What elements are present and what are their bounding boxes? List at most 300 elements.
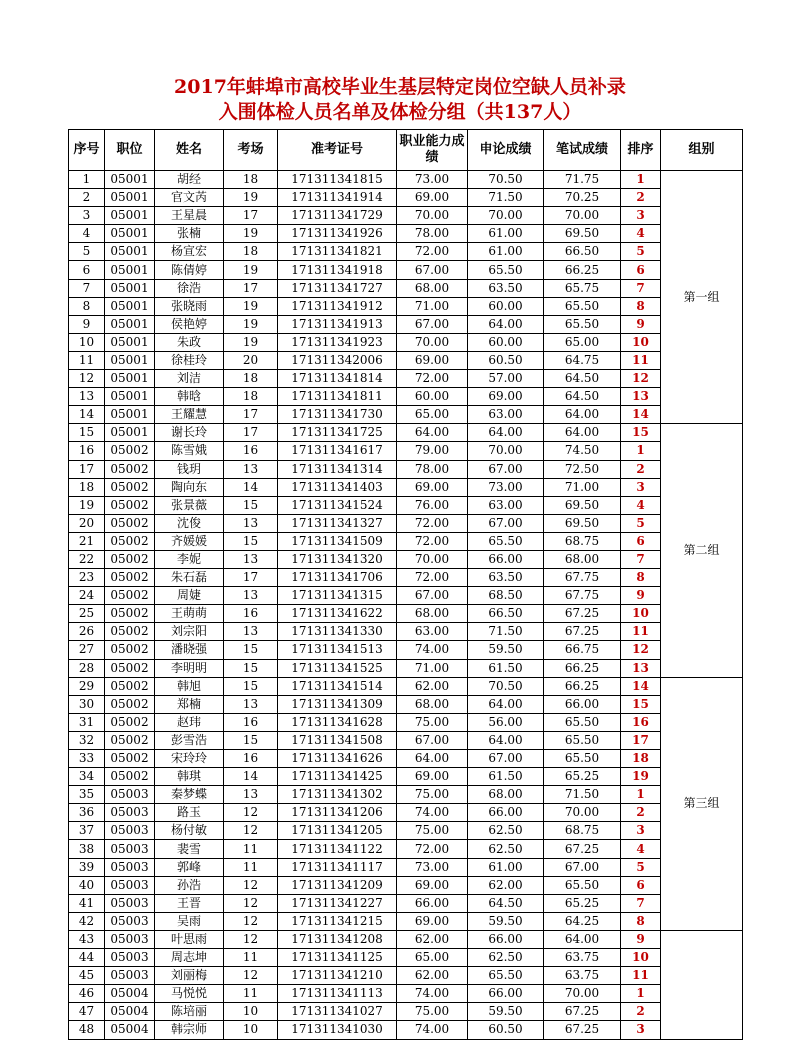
cell-seq: 33 bbox=[69, 750, 105, 768]
cell-name: 宋玲玲 bbox=[155, 750, 224, 768]
cell-essay-score: 66.50 bbox=[468, 605, 544, 623]
cell-essay-score: 65.50 bbox=[468, 261, 544, 279]
cell-ticket-number: 171311341914 bbox=[278, 189, 397, 207]
cell-written-score: 67.00 bbox=[544, 858, 621, 876]
cell-essay-score: 60.50 bbox=[468, 351, 544, 369]
cell-seq: 21 bbox=[69, 532, 105, 550]
cell-rank: 1 bbox=[621, 171, 661, 189]
cell-rank: 10 bbox=[621, 949, 661, 967]
cell-exam-room: 19 bbox=[224, 225, 278, 243]
cell-essay-score: 61.00 bbox=[468, 858, 544, 876]
cell-essay-score: 61.00 bbox=[468, 243, 544, 261]
cell-seq: 48 bbox=[69, 1021, 105, 1039]
cell-name: 马悦悦 bbox=[155, 985, 224, 1003]
cell-position: 05001 bbox=[105, 207, 155, 225]
cell-essay-score: 63.50 bbox=[468, 279, 544, 297]
cell-exam-room: 10 bbox=[224, 1021, 278, 1039]
table-row bbox=[69, 949, 743, 967]
cell-essay-score: 67.00 bbox=[468, 460, 544, 478]
cell-name: 韩宗师 bbox=[155, 1021, 224, 1039]
cell-exam-room: 12 bbox=[224, 930, 278, 948]
cell-ticket-number: 171311341027 bbox=[278, 1003, 397, 1021]
cell-written-score: 67.25 bbox=[544, 1021, 621, 1039]
cell-seq: 11 bbox=[69, 351, 105, 369]
cell-exam-room: 20 bbox=[224, 351, 278, 369]
group-cell: 第三组 bbox=[661, 677, 743, 930]
cell-aptitude-score: 70.00 bbox=[397, 550, 468, 568]
cell-essay-score: 64.50 bbox=[468, 894, 544, 912]
cell-ticket-number: 171311341918 bbox=[278, 261, 397, 279]
cell-aptitude-score: 72.00 bbox=[397, 569, 468, 587]
cell-name: 潘晓强 bbox=[155, 641, 224, 659]
cell-name: 陈雪娥 bbox=[155, 442, 224, 460]
table-row bbox=[69, 967, 743, 985]
cell-exam-room: 15 bbox=[224, 677, 278, 695]
cell-rank: 13 bbox=[621, 388, 661, 406]
cell-essay-score: 70.50 bbox=[468, 677, 544, 695]
cell-ticket-number: 171311341227 bbox=[278, 894, 397, 912]
table-row bbox=[69, 478, 743, 496]
cell-name: 徐桂玲 bbox=[155, 351, 224, 369]
cell-seq: 38 bbox=[69, 840, 105, 858]
cell-ticket-number: 171311341814 bbox=[278, 370, 397, 388]
cell-written-score: 65.50 bbox=[544, 876, 621, 894]
table-row bbox=[69, 985, 743, 1003]
cell-written-score: 67.25 bbox=[544, 840, 621, 858]
cell-written-score: 68.75 bbox=[544, 822, 621, 840]
cell-seq: 16 bbox=[69, 442, 105, 460]
cell-essay-score: 61.50 bbox=[468, 768, 544, 786]
cell-aptitude-score: 71.00 bbox=[397, 297, 468, 315]
cell-written-score: 68.00 bbox=[544, 550, 621, 568]
cell-written-score: 63.75 bbox=[544, 949, 621, 967]
cell-exam-room: 16 bbox=[224, 605, 278, 623]
cell-rank: 8 bbox=[621, 569, 661, 587]
cell-written-score: 71.00 bbox=[544, 478, 621, 496]
cell-written-score: 69.50 bbox=[544, 225, 621, 243]
cell-written-score: 65.50 bbox=[544, 731, 621, 749]
cell-rank: 13 bbox=[621, 659, 661, 677]
cell-written-score: 70.25 bbox=[544, 189, 621, 207]
cell-position: 05002 bbox=[105, 677, 155, 695]
cell-exam-room: 13 bbox=[224, 786, 278, 804]
header-rank: 排序 bbox=[621, 130, 661, 171]
cell-rank: 1 bbox=[621, 786, 661, 804]
cell-ticket-number: 171311341811 bbox=[278, 388, 397, 406]
cell-name: 张晓雨 bbox=[155, 297, 224, 315]
cell-seq: 29 bbox=[69, 677, 105, 695]
cell-exam-room: 12 bbox=[224, 876, 278, 894]
cell-written-score: 70.00 bbox=[544, 985, 621, 1003]
cell-exam-room: 16 bbox=[224, 442, 278, 460]
cell-position: 05001 bbox=[105, 424, 155, 442]
cell-aptitude-score: 74.00 bbox=[397, 641, 468, 659]
cell-rank: 11 bbox=[621, 351, 661, 369]
cell-rank: 4 bbox=[621, 225, 661, 243]
cell-name: 李明明 bbox=[155, 659, 224, 677]
cell-seq: 45 bbox=[69, 967, 105, 985]
cell-position: 05001 bbox=[105, 297, 155, 315]
cell-exam-room: 15 bbox=[224, 659, 278, 677]
cell-exam-room: 17 bbox=[224, 207, 278, 225]
cell-position: 05003 bbox=[105, 804, 155, 822]
cell-written-score: 64.25 bbox=[544, 912, 621, 930]
cell-written-score: 67.25 bbox=[544, 605, 621, 623]
table-row bbox=[69, 370, 743, 388]
cell-name: 陈培丽 bbox=[155, 1003, 224, 1021]
cell-aptitude-score: 70.00 bbox=[397, 333, 468, 351]
cell-position: 05001 bbox=[105, 243, 155, 261]
cell-aptitude-score: 73.00 bbox=[397, 858, 468, 876]
cell-exam-room: 13 bbox=[224, 623, 278, 641]
cell-ticket-number: 171311341425 bbox=[278, 768, 397, 786]
cell-written-score: 67.75 bbox=[544, 569, 621, 587]
cell-ticket-number: 171311341315 bbox=[278, 587, 397, 605]
cell-ticket-number: 171311341913 bbox=[278, 315, 397, 333]
cell-written-score: 67.25 bbox=[544, 1003, 621, 1021]
table-row bbox=[69, 731, 743, 749]
cell-essay-score: 62.50 bbox=[468, 840, 544, 858]
cell-aptitude-score: 75.00 bbox=[397, 822, 468, 840]
cell-essay-score: 64.00 bbox=[468, 731, 544, 749]
cell-position: 05003 bbox=[105, 840, 155, 858]
cell-exam-room: 12 bbox=[224, 912, 278, 930]
cell-name: 张楠 bbox=[155, 225, 224, 243]
cell-aptitude-score: 71.00 bbox=[397, 659, 468, 677]
cell-exam-room: 13 bbox=[224, 550, 278, 568]
cell-seq: 37 bbox=[69, 822, 105, 840]
cell-essay-score: 57.00 bbox=[468, 370, 544, 388]
cell-position: 05003 bbox=[105, 876, 155, 894]
cell-position: 05004 bbox=[105, 1021, 155, 1039]
cell-exam-room: 18 bbox=[224, 171, 278, 189]
cell-aptitude-score: 72.00 bbox=[397, 514, 468, 532]
cell-seq: 41 bbox=[69, 894, 105, 912]
cell-essay-score: 62.50 bbox=[468, 822, 544, 840]
cell-position: 05004 bbox=[105, 985, 155, 1003]
cell-written-score: 67.25 bbox=[544, 623, 621, 641]
cell-ticket-number: 171311341302 bbox=[278, 786, 397, 804]
table-row bbox=[69, 1021, 743, 1039]
cell-name: 王萌萌 bbox=[155, 605, 224, 623]
cell-written-score: 67.75 bbox=[544, 587, 621, 605]
cell-seq: 46 bbox=[69, 985, 105, 1003]
cell-rank: 2 bbox=[621, 804, 661, 822]
cell-name: 徐浩 bbox=[155, 279, 224, 297]
cell-position: 05002 bbox=[105, 605, 155, 623]
cell-position: 05001 bbox=[105, 171, 155, 189]
table-row bbox=[69, 333, 743, 351]
cell-written-score: 70.00 bbox=[544, 207, 621, 225]
cell-aptitude-score: 75.00 bbox=[397, 786, 468, 804]
cell-ticket-number: 171311341706 bbox=[278, 569, 397, 587]
table-row bbox=[69, 695, 743, 713]
cell-essay-score: 68.50 bbox=[468, 587, 544, 605]
cell-seq: 36 bbox=[69, 804, 105, 822]
cell-name: 郑楠 bbox=[155, 695, 224, 713]
cell-seq: 20 bbox=[69, 514, 105, 532]
cell-seq: 5 bbox=[69, 243, 105, 261]
cell-aptitude-score: 67.00 bbox=[397, 731, 468, 749]
cell-essay-score: 61.50 bbox=[468, 659, 544, 677]
cell-position: 05003 bbox=[105, 858, 155, 876]
cell-ticket-number: 171311341923 bbox=[278, 333, 397, 351]
cell-rank: 2 bbox=[621, 189, 661, 207]
cell-exam-room: 10 bbox=[224, 1003, 278, 1021]
cell-seq: 43 bbox=[69, 930, 105, 948]
cell-essay-score: 65.50 bbox=[468, 967, 544, 985]
cell-rank: 14 bbox=[621, 677, 661, 695]
cell-aptitude-score: 68.00 bbox=[397, 605, 468, 623]
cell-name: 侯艳婷 bbox=[155, 315, 224, 333]
table-row bbox=[69, 840, 743, 858]
cell-ticket-number: 171311341622 bbox=[278, 605, 397, 623]
cell-essay-score: 69.00 bbox=[468, 388, 544, 406]
cell-written-score: 65.25 bbox=[544, 894, 621, 912]
cell-aptitude-score: 75.00 bbox=[397, 1003, 468, 1021]
header-aptitude-score: 职业能力成绩 bbox=[397, 130, 468, 171]
cell-name: 王星晨 bbox=[155, 207, 224, 225]
cell-rank: 12 bbox=[621, 370, 661, 388]
cell-ticket-number: 171311341314 bbox=[278, 460, 397, 478]
cell-seq: 35 bbox=[69, 786, 105, 804]
table-row bbox=[69, 261, 743, 279]
cell-name: 裴雪 bbox=[155, 840, 224, 858]
cell-essay-score: 61.00 bbox=[468, 225, 544, 243]
cell-aptitude-score: 67.00 bbox=[397, 315, 468, 333]
cell-rank: 1 bbox=[621, 442, 661, 460]
table-row bbox=[69, 514, 743, 532]
cell-exam-room: 17 bbox=[224, 279, 278, 297]
table-row bbox=[69, 189, 743, 207]
table-row bbox=[69, 713, 743, 731]
cell-essay-score: 63.50 bbox=[468, 569, 544, 587]
page-title-line-2: 入围体检人员名单及体检分组（共137人） bbox=[218, 101, 582, 123]
cell-rank: 16 bbox=[621, 713, 661, 731]
cell-position: 05002 bbox=[105, 514, 155, 532]
cell-written-score: 65.75 bbox=[544, 279, 621, 297]
cell-seq: 12 bbox=[69, 370, 105, 388]
cell-ticket-number: 171311341513 bbox=[278, 641, 397, 659]
cell-position: 05002 bbox=[105, 460, 155, 478]
cell-rank: 18 bbox=[621, 750, 661, 768]
table-row bbox=[69, 822, 743, 840]
cell-essay-score: 62.50 bbox=[468, 949, 544, 967]
cell-position: 05002 bbox=[105, 623, 155, 641]
cell-name: 韩晗 bbox=[155, 388, 224, 406]
cell-rank: 3 bbox=[621, 207, 661, 225]
cell-exam-room: 13 bbox=[224, 460, 278, 478]
cell-written-score: 66.00 bbox=[544, 695, 621, 713]
cell-seq: 31 bbox=[69, 713, 105, 731]
cell-name: 路玉 bbox=[155, 804, 224, 822]
cell-name: 钱玥 bbox=[155, 460, 224, 478]
cell-exam-room: 11 bbox=[224, 985, 278, 1003]
cell-essay-score: 64.00 bbox=[468, 424, 544, 442]
cell-ticket-number: 171311341727 bbox=[278, 279, 397, 297]
cell-written-score: 63.75 bbox=[544, 967, 621, 985]
cell-exam-room: 13 bbox=[224, 514, 278, 532]
cell-position: 05003 bbox=[105, 967, 155, 985]
cell-essay-score: 60.00 bbox=[468, 333, 544, 351]
table-row bbox=[69, 315, 743, 333]
cell-rank: 2 bbox=[621, 1003, 661, 1021]
cell-seq: 44 bbox=[69, 949, 105, 967]
cell-aptitude-score: 73.00 bbox=[397, 171, 468, 189]
cell-name: 陶向东 bbox=[155, 478, 224, 496]
cell-position: 05003 bbox=[105, 912, 155, 930]
cell-seq: 3 bbox=[69, 207, 105, 225]
cell-essay-score: 59.50 bbox=[468, 912, 544, 930]
cell-rank: 19 bbox=[621, 768, 661, 786]
cell-written-score: 69.50 bbox=[544, 496, 621, 514]
cell-seq: 23 bbox=[69, 569, 105, 587]
cell-aptitude-score: 72.00 bbox=[397, 840, 468, 858]
cell-rank: 5 bbox=[621, 858, 661, 876]
table-header-row bbox=[69, 130, 743, 171]
cell-exam-room: 19 bbox=[224, 189, 278, 207]
cell-aptitude-score: 72.00 bbox=[397, 532, 468, 550]
cell-seq: 6 bbox=[69, 261, 105, 279]
cell-rank: 9 bbox=[621, 315, 661, 333]
cell-aptitude-score: 62.00 bbox=[397, 677, 468, 695]
cell-name: 王晋 bbox=[155, 894, 224, 912]
cell-seq: 4 bbox=[69, 225, 105, 243]
table-row bbox=[69, 351, 743, 369]
cell-aptitude-score: 76.00 bbox=[397, 496, 468, 514]
cell-position: 05001 bbox=[105, 225, 155, 243]
cell-name: 吴雨 bbox=[155, 912, 224, 930]
header-seq: 序号 bbox=[69, 130, 105, 171]
cell-name: 彭雪浩 bbox=[155, 731, 224, 749]
cell-ticket-number: 171311341113 bbox=[278, 985, 397, 1003]
cell-exam-room: 12 bbox=[224, 967, 278, 985]
cell-essay-score: 59.50 bbox=[468, 1003, 544, 1021]
cell-position: 05002 bbox=[105, 731, 155, 749]
header-written-score: 笔试成绩 bbox=[544, 130, 621, 171]
cell-name: 刘洁 bbox=[155, 370, 224, 388]
cell-ticket-number: 171311341617 bbox=[278, 442, 397, 460]
cell-ticket-number: 171311341508 bbox=[278, 731, 397, 749]
cell-aptitude-score: 74.00 bbox=[397, 1021, 468, 1039]
cell-essay-score: 56.00 bbox=[468, 713, 544, 731]
cell-ticket-number: 171311341030 bbox=[278, 1021, 397, 1039]
cell-essay-score: 65.50 bbox=[468, 532, 544, 550]
header-name: 姓名 bbox=[155, 130, 224, 171]
cell-name: 周志坤 bbox=[155, 949, 224, 967]
cell-rank: 4 bbox=[621, 840, 661, 858]
cell-ticket-number: 171311341320 bbox=[278, 550, 397, 568]
cell-essay-score: 67.00 bbox=[468, 514, 544, 532]
cell-ticket-number: 171311341912 bbox=[278, 297, 397, 315]
cell-position: 05003 bbox=[105, 822, 155, 840]
cell-essay-score: 63.00 bbox=[468, 496, 544, 514]
cell-position: 05002 bbox=[105, 695, 155, 713]
cell-aptitude-score: 72.00 bbox=[397, 370, 468, 388]
cell-written-score: 66.25 bbox=[544, 261, 621, 279]
cell-ticket-number: 171311341210 bbox=[278, 967, 397, 985]
page-title-line-1: 2017年蚌埠市高校毕业生基层特定岗位空缺人员补录 bbox=[174, 76, 626, 98]
cell-exam-room: 13 bbox=[224, 587, 278, 605]
cell-written-score: 65.50 bbox=[544, 713, 621, 731]
cell-rank: 2 bbox=[621, 460, 661, 478]
cell-position: 05004 bbox=[105, 1003, 155, 1021]
cell-written-score: 64.00 bbox=[544, 424, 621, 442]
cell-seq: 26 bbox=[69, 623, 105, 641]
cell-written-score: 65.50 bbox=[544, 750, 621, 768]
table-row bbox=[69, 225, 743, 243]
cell-name: 李妮 bbox=[155, 550, 224, 568]
cell-essay-score: 63.00 bbox=[468, 406, 544, 424]
cell-seq: 2 bbox=[69, 189, 105, 207]
table-row bbox=[69, 243, 743, 261]
cell-name: 朱石磊 bbox=[155, 569, 224, 587]
cell-aptitude-score: 74.00 bbox=[397, 804, 468, 822]
cell-ticket-number: 171311341125 bbox=[278, 949, 397, 967]
table-row bbox=[69, 786, 743, 804]
cell-name: 王耀慧 bbox=[155, 406, 224, 424]
cell-position: 05001 bbox=[105, 388, 155, 406]
header-position: 职位 bbox=[105, 130, 155, 171]
cell-ticket-number: 171311341309 bbox=[278, 695, 397, 713]
table-row bbox=[69, 804, 743, 822]
cell-seq: 25 bbox=[69, 605, 105, 623]
cell-aptitude-score: 79.00 bbox=[397, 442, 468, 460]
cell-seq: 17 bbox=[69, 460, 105, 478]
table-body bbox=[69, 171, 743, 1040]
cell-ticket-number: 171311342006 bbox=[278, 351, 397, 369]
cell-exam-room: 14 bbox=[224, 478, 278, 496]
cell-ticket-number: 171311341327 bbox=[278, 514, 397, 532]
cell-exam-room: 17 bbox=[224, 406, 278, 424]
cell-exam-room: 18 bbox=[224, 370, 278, 388]
cell-position: 05003 bbox=[105, 786, 155, 804]
cell-aptitude-score: 65.00 bbox=[397, 406, 468, 424]
cell-name: 张景薇 bbox=[155, 496, 224, 514]
cell-rank: 10 bbox=[621, 605, 661, 623]
cell-aptitude-score: 78.00 bbox=[397, 460, 468, 478]
table-row bbox=[69, 406, 743, 424]
cell-rank: 5 bbox=[621, 514, 661, 532]
cell-position: 05002 bbox=[105, 750, 155, 768]
cell-seq: 34 bbox=[69, 768, 105, 786]
cell-aptitude-score: 64.00 bbox=[397, 750, 468, 768]
cell-aptitude-score: 78.00 bbox=[397, 225, 468, 243]
table-row bbox=[69, 876, 743, 894]
cell-written-score: 64.50 bbox=[544, 370, 621, 388]
cell-exam-room: 13 bbox=[224, 695, 278, 713]
cell-seq: 24 bbox=[69, 587, 105, 605]
cell-name: 胡经 bbox=[155, 171, 224, 189]
cell-written-score: 64.00 bbox=[544, 406, 621, 424]
cell-essay-score: 70.50 bbox=[468, 171, 544, 189]
cell-exam-room: 18 bbox=[224, 243, 278, 261]
cell-name: 孙浩 bbox=[155, 876, 224, 894]
cell-position: 05001 bbox=[105, 351, 155, 369]
cell-essay-score: 68.00 bbox=[468, 786, 544, 804]
cell-seq: 32 bbox=[69, 731, 105, 749]
cell-position: 05001 bbox=[105, 189, 155, 207]
header-group: 组别 bbox=[661, 130, 743, 171]
cell-name: 秦梦蝶 bbox=[155, 786, 224, 804]
cell-essay-score: 66.00 bbox=[468, 804, 544, 822]
table-row bbox=[69, 424, 743, 442]
cell-aptitude-score: 65.00 bbox=[397, 949, 468, 967]
cell-rank: 6 bbox=[621, 532, 661, 550]
cell-ticket-number: 171311341215 bbox=[278, 912, 397, 930]
cell-position: 05001 bbox=[105, 315, 155, 333]
cell-ticket-number: 171311341206 bbox=[278, 804, 397, 822]
